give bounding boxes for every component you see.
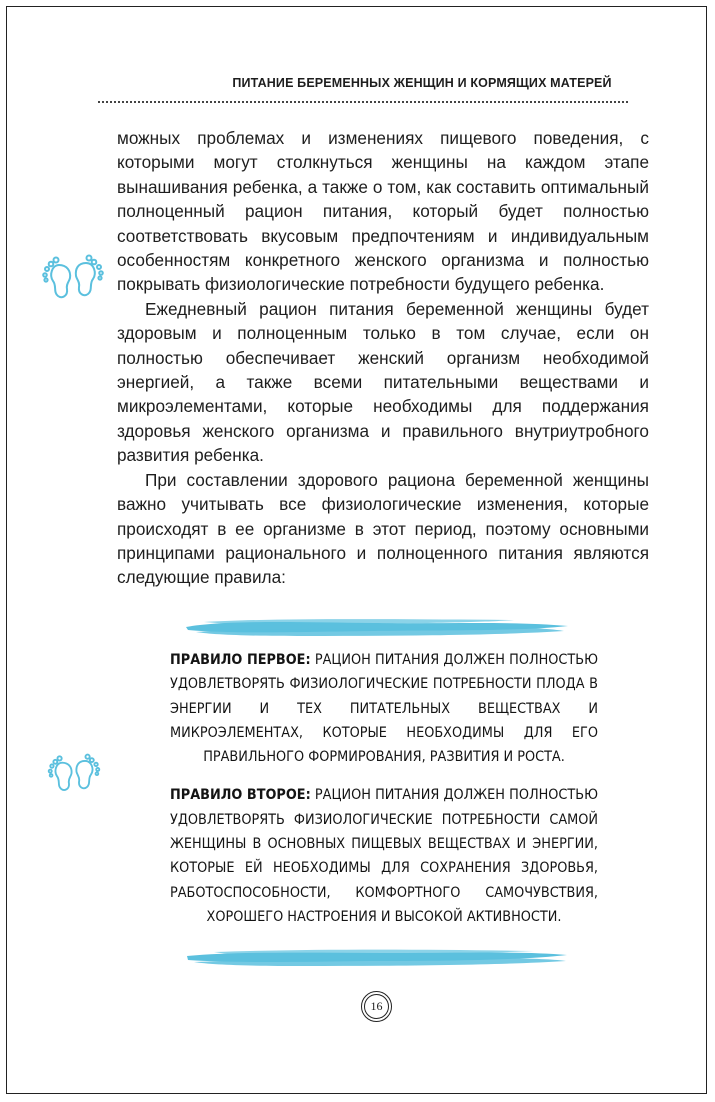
brush-stroke-divider-top <box>184 617 570 639</box>
running-header: ПИТАНИЕ БЕРЕМЕННЫХ ЖЕНЩИН И КОРМЯЩИХ МАТЕРЕЙ <box>232 76 612 90</box>
rule-1-label: ПРАВИЛО ПЕРВОЕ: <box>170 652 311 668</box>
page-number <box>361 991 392 1022</box>
rule-1-text: РАЦИОН ПИТАНИЯ ДОЛЖЕН ПОЛНОСТЬЮ УДОВЛЕТВОРЯТЬ ФИЗИОЛОГИЧЕСКИЕ ПОТРЕБНОСТИ ПЛОДА В ЭНЕРГИИ И ТЕХ ПИТАТЕЛЬНЫХ ВЕЩЕСТВАХ И МИКРОЭЛЕМЕНТАХ, КОТОРЫЕ НЕОБХОДИМЫ ДЛЯ ЕГО ПРАВИЛЬНОГО ФОРМИРОВАНИЯ, РАЗВИТИЯ И РОСТА. <box>170 652 598 766</box>
rules-box <box>170 648 598 929</box>
rule-2-label: ПРАВИЛО ВТОРОЕ: <box>170 787 311 804</box>
rule-2-text: РАЦИОН ПИТАНИЯ ДОЛЖЕН ПОЛНОСТЬЮ УДОВЛЕТВОРЯТЬ ФИЗИОЛОГИЧЕСКИЕ ПОТРЕБНОСТИ САМОЙ ЖЕНЩИНЫ В ОСНОВНЫХ ПИЩЕВЫХ ВЕЩЕСТВАХ И ЭНЕРГИИ, КОТОРЫЕ ЕЙ НЕОБХОДИМЫ ДЛЯ СОХРАНЕНИЯ ЗДОРОВЬЯ, РАБОТОСПОСОБНОСТИ, КОМФОРТНОГО САМОЧУВСТВИЯ, ХОРОШЕГО НАСТРОЕНИЯ И ВЫСОКОЙ АКТИВНОСТИ. <box>170 787 598 925</box>
paragraph-2: Ежедневный рацион питания беременной женщины будет здоровым и полноценным только в том случае, если он полностью обеспечивает женский организм необходимой энергией, а также всеми питательными веществами и микроэлементами, которые необходимы для поддержания здоровья женского организма и правильного внутриутробного развития ребенка. <box>117 298 649 466</box>
baby-feet-icon <box>46 750 102 794</box>
header-dotted-divider <box>98 101 628 103</box>
baby-feet-icon <box>40 251 106 301</box>
rule-1 <box>170 648 598 769</box>
paragraph-1: можных проблемах и изменениях пищевого поведения, с которыми могут столкнуться женщины на каждом этапе вынашивания ребенка, а также о том, как составить оптимальный полноценный рацион питания, который будет полностью соответствовать вкусовым предпочтениям и индивидуальным особенностям конкретного женского организма и полностью покрывать физиологические потребности будущего ребенка. <box>117 128 649 295</box>
page-number-text: 16 <box>370 999 383 1013</box>
rule-2 <box>170 783 598 929</box>
paragraph-3: При составлении здорового рациона беременной женщины важно учитывать все физиологические изменения, которые происходят в ее организме в этот период, поэтому основными принципами рационального и полноценного питания являются следующие правила: <box>117 469 649 588</box>
brush-stroke-divider-bottom <box>184 947 570 969</box>
body-text <box>117 126 649 590</box>
